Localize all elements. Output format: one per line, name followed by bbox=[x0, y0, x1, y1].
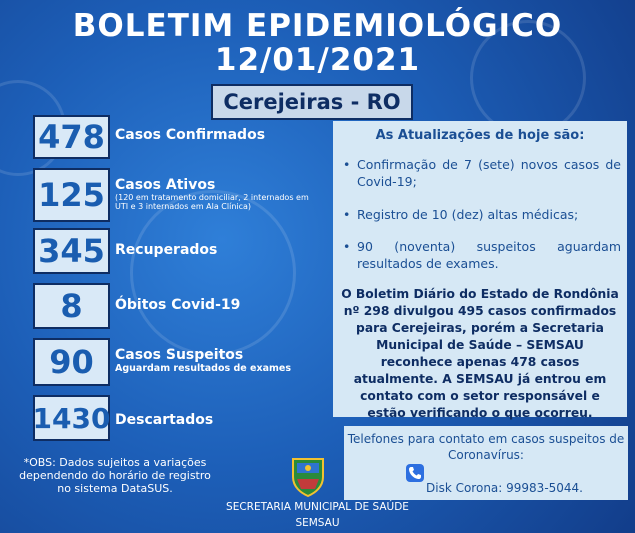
updates-panel bbox=[333, 121, 627, 420]
stat-value-suspected: 90 bbox=[33, 338, 110, 386]
footer-semsau: SEMSAU bbox=[295, 517, 340, 529]
update-text: Confirmação de 7 (sete) novos casos de Covid-19; bbox=[357, 157, 621, 189]
municipal-logo bbox=[285, 453, 331, 499]
stat-label-deaths: Óbitos Covid-19 bbox=[115, 297, 241, 313]
updates-note: O Boletim Diário do Estado de Rondônia nº 298 divulgou 495 casos confirmados para Cerejeiras, porém a Secretaria Municipal de Saúde – SEMSAU reconhece apenas 478 casos atualmente. A SEMSAU já entrou em contato com o setor responsável e estão verificando o que ocorreu. bbox=[341, 287, 619, 420]
stat-label-active: Casos Ativos bbox=[115, 177, 216, 193]
stat-sub-active: (120 em tratamento domiciliar, 2 internados em UTI e 3 internados em Ala Clínica) bbox=[115, 193, 309, 211]
footer-secretaria: SECRETARIA MUNICIPAL DE SAÚDE bbox=[226, 501, 409, 513]
contact-phone: Disk Corona: 99983-5044. bbox=[426, 481, 583, 495]
stat-value-confirmed: 478 bbox=[33, 115, 110, 159]
phone-icon bbox=[406, 464, 424, 482]
stat-label-discarded: Descartados bbox=[115, 412, 214, 428]
stat-value-deaths: 8 bbox=[33, 283, 110, 329]
bullet-icon: • bbox=[343, 157, 351, 172]
contact-title: Telefones para contato em casos suspeitos de Coronavírus: bbox=[347, 432, 625, 462]
stat-value-recovered: 345 bbox=[33, 228, 110, 274]
bulletin-date: 12/01/2021 bbox=[214, 42, 421, 78]
stat-label-confirmed: Casos Confirmados bbox=[115, 127, 266, 143]
city-badge: Cerejeiras - RO bbox=[211, 84, 413, 120]
virus-decoration bbox=[130, 190, 296, 356]
update-text: 90 (noventa) suspeitos aguardam resultados de exames. bbox=[357, 239, 621, 271]
stat-sub-suspected: Aguardam resultados de exames bbox=[115, 363, 292, 374]
stat-value-active: 125 bbox=[33, 168, 110, 222]
bulletin-title: BOLETIM EPIDEMIOLÓGICO bbox=[72, 8, 563, 44]
bullet-icon: • bbox=[343, 207, 351, 222]
update-text: Registro de 10 (dez) altas médicas; bbox=[357, 207, 579, 222]
stat-label-recovered: Recuperados bbox=[115, 242, 218, 258]
updates-title: As Atualizações de hoje são: bbox=[375, 128, 585, 143]
stat-label-suspected: Casos Suspeitos bbox=[115, 347, 244, 363]
contact-panel bbox=[344, 426, 628, 500]
update-item bbox=[343, 206, 621, 223]
update-item bbox=[343, 238, 621, 272]
bullet-icon: • bbox=[343, 239, 351, 254]
observation-note: *OBS: Dados sujeitos a variações dependendo do horário de registro no sistema DataSUS. bbox=[19, 456, 211, 495]
update-item bbox=[343, 156, 621, 190]
stat-value-discarded: 1430 bbox=[33, 395, 110, 441]
